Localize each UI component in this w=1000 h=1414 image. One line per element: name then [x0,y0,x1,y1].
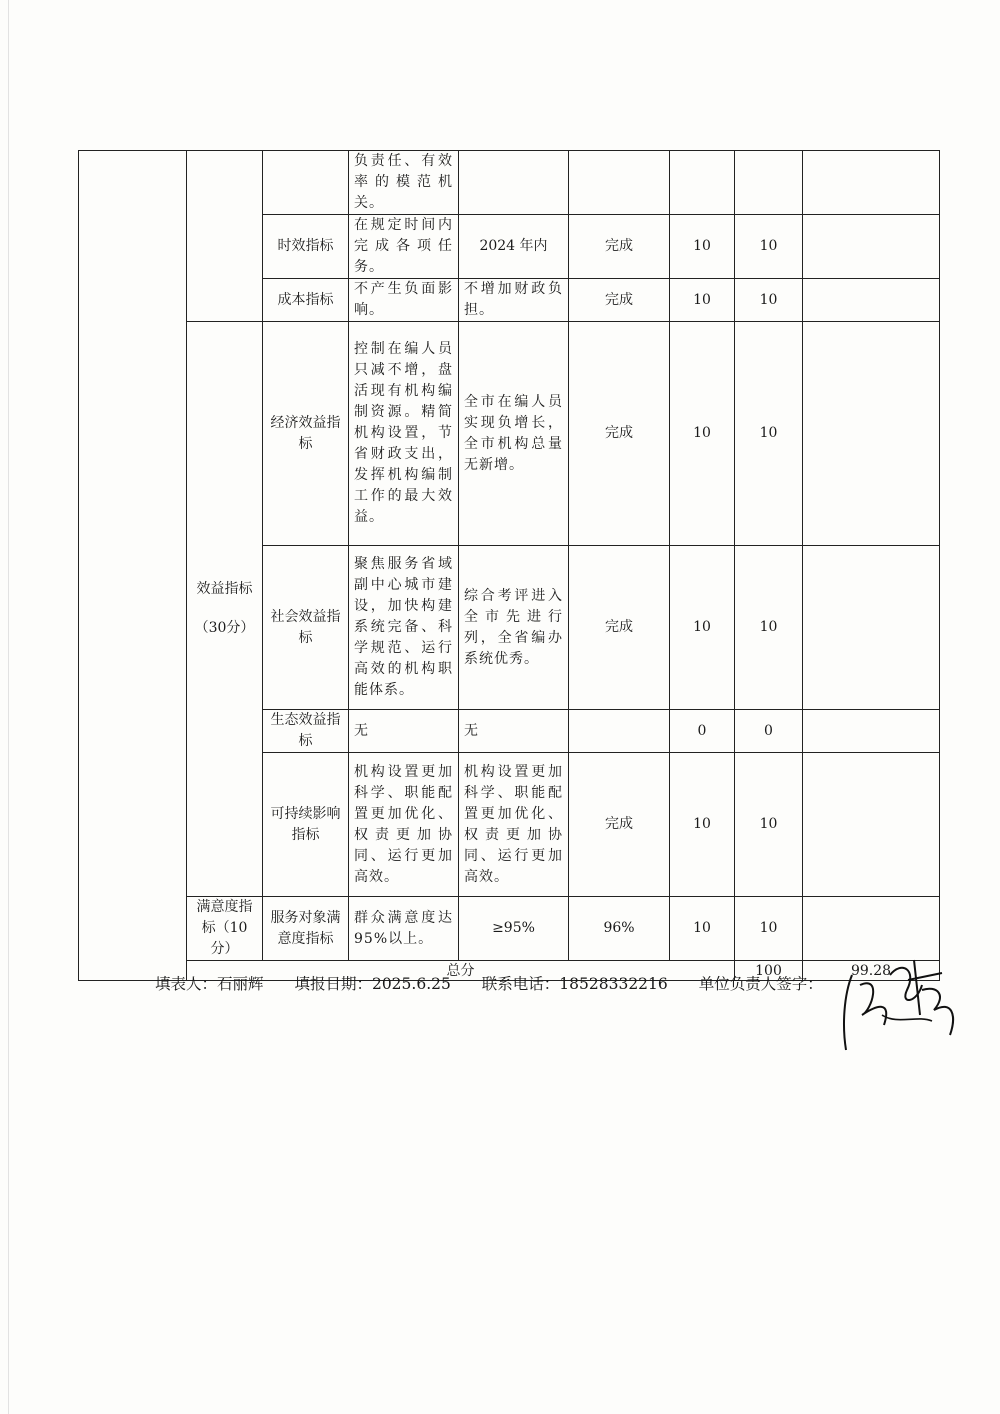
signer-label: 单位负责人签字： [698,975,823,993]
total-score: 99.28 [803,961,940,981]
target-value: 不增加财政负担。 [459,279,569,322]
filler-name: 填表人：石丽辉 [155,975,264,993]
sub-indicator: 成本指标 [263,279,349,322]
indicator-desc: 负责任、有效率的模范机关。 [349,151,459,215]
score-cell: 10 [735,215,803,279]
status-cell: 完成 [569,322,670,546]
contact-phone: 联系电话：18528332216 [481,975,668,993]
sub-indicator: 可持续影响指标 [263,753,349,897]
handwritten-signature-icon [822,955,962,1055]
total-weight: 100 [735,961,803,981]
status-cell: 完成 [569,546,670,710]
indicator-desc: 群众满意度达 95%以上。 [349,897,459,961]
score-cell: 10 [735,897,803,961]
table-row [79,151,940,215]
score-cell: 0 [735,710,803,753]
indicator-desc: 机构设置更加科学、职能配置更加优化、权责更加协同、运行更加高效。 [349,753,459,897]
table-row [79,322,940,546]
score-cell: 10 [735,322,803,546]
sub-indicator: 经济效益指标 [263,322,349,546]
weight-cell: 10 [670,897,735,961]
target-value: ≥95% [459,897,569,961]
weight-cell: 0 [670,710,735,753]
weight-cell: 10 [670,753,735,897]
target-value: 2024 年内 [459,215,569,279]
sub-indicator: 生态效益指标 [263,710,349,753]
target-value: 无 [459,710,569,753]
target-value: 机构设置更加科学、职能配置更加优化、权责更加协同、运行更加高效。 [459,753,569,897]
status-cell: 96% [569,897,670,961]
table-row [79,897,940,961]
performance-table [78,150,940,981]
benefit-points: （30分） [194,620,255,636]
scan-edge [8,0,9,1414]
status-cell: 完成 [569,753,670,897]
indicator-desc: 不产生负面影响。 [349,279,459,322]
benefit-label: 效益指标 [196,581,253,597]
indicator-desc: 无 [349,710,459,753]
sub-indicator: 服务对象满意度指标 [263,897,349,961]
status-cell [569,710,670,753]
sub-indicator: 时效指标 [263,215,349,279]
score-cell: 10 [735,546,803,710]
level1-cell [79,151,187,981]
benefit-category [187,322,263,897]
weight-cell: 10 [670,322,735,546]
satisfaction-category: 满意度指标（10分） [187,897,263,961]
level2-cell [187,151,263,322]
sub-indicator: 社会效益指标 [263,546,349,710]
weight-cell: 10 [670,215,735,279]
weight-cell: 10 [670,546,735,710]
target-value: 综合考评进入全市先进行列，全省编办系统优秀。 [459,546,569,710]
fill-date: 填报日期：2025.6.25 [294,975,451,993]
indicator-desc: 聚焦服务省域副中心城市建设，加快构建系统完备、科学规范、运行高效的机构职能体系。 [349,546,459,710]
status-cell: 完成 [569,279,670,322]
score-cell: 10 [735,279,803,322]
score-cell: 10 [735,753,803,897]
target-value: 全市在编人员实现负增长，全市机构总量无新增。 [459,322,569,546]
status-cell: 完成 [569,215,670,279]
indicator-desc: 在规定时间内完成各项任务。 [349,215,459,279]
total-label: 总分 [187,961,735,981]
indicator-desc: 控制在编人员只减不增，盘活现有机构编制资源。精简机构设置，节省财政支出，发挥机构编制工作的最大效益。 [349,322,459,546]
weight-cell: 10 [670,279,735,322]
form-footer [155,972,823,994]
